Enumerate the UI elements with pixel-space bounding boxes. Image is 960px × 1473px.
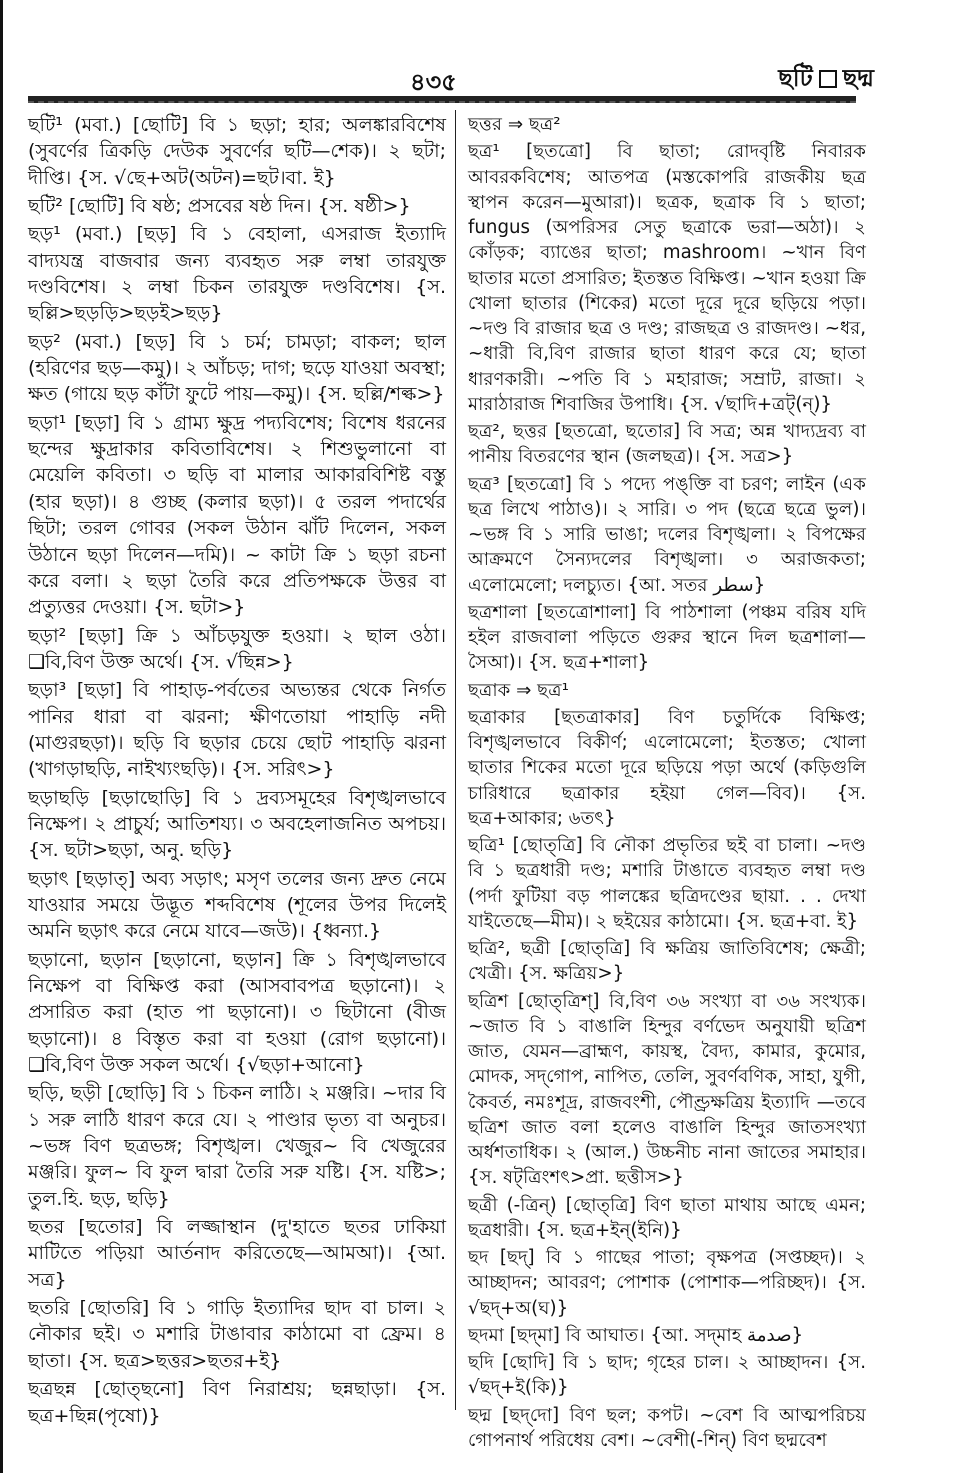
- left-column: [28, 112, 446, 1431]
- dictionary-entry: ছড়া³ [ছড়া] বি পাহাড়-পর্বতের অভ্যন্তর থেকে নির্গত পানির ধারা বা ঝরনা; ক্ষীণতোয়া পাহাড়ি নদী (মাগুরছড়া)। ছড়ি বি ছড়ার চেয়ে ছোট পাহাড়ি ঝরনা (খাগড়াছড়ি, নাইখ্যংছড়ি)। {স. সরিৎ>}: [28, 679, 446, 781]
- dictionary-entry: ছত্রি¹ [ছোত্‌ত্রি] বি নৌকা প্রভৃতির ছই বা চালা। ~দণ্ড বি ১ ছত্রধারী দণ্ড; মশারি টাঙাতে ব্যবহৃত লম্বা দণ্ড (পর্দা ফুটিয়া বড় পালঙ্কের ছত্রিদণ্ডের ছায়া. . . দেখা যাইতেছে—মীম)। ২ ছইয়ের কাঠামো। {স. ছত্র+বা. ই}: [468, 835, 866, 932]
- page-header: [0, 58, 960, 96]
- page-edge-mark: [0, 0, 3, 1473]
- guide-words: [778, 60, 874, 100]
- dictionary-entry: ছত্র³ [ছতত্রো] বি ১ পদ্যে পঙ্‌ক্তি বা চরণ; লাইন (এক ছত্র লিখে পাঠাও)। ২ সারি। ৩ পদ (ছত্রে ছত্রে ভুল)। ~ভঙ্গ বি ১ সারি ভাঙা; দলের বিশৃঙ্খলা। ২ বিপক্ষের আক্রমণে সৈন্যদলের বিশৃঙ্খলা। ৩ অরাজকতা; এলোমেলো; দলচ্যুত। {আ. সতর سطر}: [468, 473, 866, 596]
- dictionary-entry: ছড়² (মবা.) [ছড়] বি ১ চর্ম; চামড়া; বাকল; ছাল (হরিণের ছড়—কমু)। ২ আঁচড়; দাগ; ছড়ে যাওয়া অবস্থা; ক্ষত (গায়ে ছড় কাঁটা ফুটে পায়—কমু)। {স. ছল্লি/শল্ক>}: [28, 330, 446, 406]
- dictionary-entry: ছটি¹ (মবা.) [ছোটি] বি ১ ছড়া; হার; অলঙ্কারবিশেষ (সুবর্ণের ত্রিকড়ি দেউক সুবর্ণের ছটি—শেক)। ২ ছটা; দীপ্তি। {স. √ছে+অট(অটন)=ছট।বা. ই}: [28, 114, 446, 189]
- dictionary-entry: ছতর [ছতোর] বি লজ্জাস্থান (দু'হাতে ছতর ঢাকিয়া মাটিতে পড়িয়া আর্তনাদ করিতেছে—আমআ)। {আ. সত্র}: [28, 1216, 446, 1291]
- dictionary-entry: ছদ্ম [ছদ্‌দো] বিণ ছল; কপট। ~বেশ বি আত্মপরিচয় গোপনার্থ পরিধেয় বেশ। ~বেশী(-শিন্‌) বিণ ছদ্মবেশ: [468, 1404, 866, 1451]
- dictionary-entry: ছত্রিশ [ছোত্‌ত্রিশ্‌] বি,বিণ ৩৬ সংখ্যা বা ৩৬ সংখ্যক। ~জাত বি ১ বাঙালি হিন্দুর বর্ণভেদ অনুযায়ী ছত্রিশ জাত, যেমন—ব্রাহ্মণ, কায়স্থ, বৈদ্য, কামার, কুমোর, মোদক, সদ্‌গোপ, নাপিত, তেলি, সুবর্ণবণিক, সাহা, যুগী, কৈবর্ত, নমঃশূদ্র, রাজবংশী, পৌণ্ড্রক্ষত্রিয় ইত্যাদি —তবে ছত্রিশ জাত বলা হলেও বাঙালি হিন্দুর জাতসংখ্যা অর্ধশতাধিক। ২ (আল.) উচ্চনীচ নানা জাতের সমাহার। {স. ষট্‌ত্রিংশৎ>প্রা. ছত্তীস>}: [468, 990, 866, 1189]
- dictionary-entry: ছড়া¹ [ছড়া] বি ১ গ্রাম্য ক্ষুদ্র পদ্যবিশেষ; বিশেষ ধরনের ছন্দের ক্ষুদ্রাকার কবিতাবিশেষ। ২ শিশুভুলানো বা মেয়েলি কবিতা। ৩ ছড়ি বা মালার আকারবিশিষ্ট বস্তু (হার ছড়া)। ৪ গুচ্ছ (কলার ছড়া)। ৫ তরল পদার্থের ছিটা; তরল গোবর (সকল উঠান ঝাঁট দিলেন, সকল উঠানে ছড়া দিলেন—দমি)। ~ কাটা ক্রি ১ ছড়া রচনা করে বলা। ২ ছড়া তৈরি করে প্রতিপক্ষকে উত্তর বা প্রত্যুত্তর দেওয়া। {স. ছটা>}: [28, 411, 446, 619]
- dictionary-entry: ছড়াছড়ি [ছড়াছোড়ি] বি ১ দ্রব্যসমূহের বিশৃঙ্খলভাবে নিক্ষেপ। ২ প্রাচুর্য; আতিশয্য। ৩ অবহেলাজনিত অপচয়। {স. ছটা>ছড়া, অনু. ছড়ি}: [28, 786, 446, 862]
- dictionary-entry: ছত্রছন্ন [ছোত্‌ছনো] বিণ নিরাশ্রয়; ছন্নছাড়া। {স. ছত্র+ছিন্ন(পৃষো)}: [28, 1378, 446, 1427]
- page-number: ৪৩৫: [410, 68, 457, 96]
- header-rule: [28, 96, 856, 103]
- dictionary-entry: ছড়া² [ছড়া] ক্রি ১ আঁচড়যুক্ত হওয়া। ২ ছাল ওঠা। ❑বি,বিণ উক্ত অর্থে। {স. √ছিন্ন>}: [28, 624, 446, 673]
- dictionary-entry: ছদ [ছদ্‌] বি ১ গাছের পাতা; বৃক্ষপত্র (সপ্তচ্ছদ)। ২ আচ্ছাদন; আবরণ; পোশাক (পোশাক—পরিচ্ছদ)। {স. √ছদ্‌+অ(ঘ)}: [468, 1247, 866, 1319]
- guide-separator-icon: [819, 70, 837, 88]
- dictionary-entry: ছদি [ছোদি] বি ১ ছাদ; গৃহের চাল। ২ আচ্ছাদন। {স. √ছদ্‌+ই(কি)}: [468, 1352, 866, 1399]
- guide-word-end: ছদ্ম: [842, 64, 874, 92]
- dictionary-entry: ছড়ানো, ছড়ান [ছড়ানো, ছড়ান] ক্রি ১ বিশৃঙ্খলভাবে নিক্ষেপ বা বিক্ষিপ্ত করা (আসবাবপত্র ছড়ানো)। ২ প্রসারিত করা (হাত পা ছড়ানো)। ৩ ছিটানো (বীজ ছড়ানো)। ৪ বিস্তৃত করা বা হওয়া (রোগ ছড়ানো)। ❑বি,বিণ উক্ত সকল অর্থে। {√ছড়া+আনো}: [28, 948, 446, 1077]
- dictionary-entry: ছড়ি, ছড়ী [ছোড়ি] বি ১ চিকন লাঠি। ২ মঞ্জরি। ~দার বি ১ সরু লাঠি ধারণ করে যে। ২ পাণ্ডার ভৃত্য বা অনুচর। ~ভঙ্গ বিণ ছত্রভঙ্গ; বিশৃঙ্খল। খেজুর~ বি খেজুরের মঞ্জরি। ফুল~ বি ফুল দ্বারা তৈরি সরু যষ্টি। {স. যষ্টি>; তুল.হি. ছড়, ছড়ি}: [28, 1082, 446, 1210]
- dictionary-entry: ছত্রাক ⇒ ছত্র¹: [468, 679, 569, 701]
- dictionary-entry: ছটি² [ছোটি] বি ষষ্ঠ; প্রসবের ষষ্ঠ দিন। {স. ষষ্ঠী>}: [28, 195, 411, 218]
- dictionary-entry: ছড়াৎ [ছড়াত্] অব্য সড়াৎ; মসৃণ তলের জন্য দ্রুত নেমে যাওয়ার সময়ে উদ্ভূত শব্দবিশেষ (শূলের উপর দিলেই অমনি ছড়াৎ করে নেমে যাবে—জউ)। {ধ্বন্যা.}: [28, 867, 446, 943]
- dictionary-entry: ছত্র¹ [ছতত্রো] বি ছাতা; রোদবৃষ্টি নিবারক আবরকবিশেষ; আতপত্র (মস্তকোপরি রাজকীয় ছত্র স্থাপন করেন—মুআরা)। ছত্রক, ছত্রাক বি ১ ছাতা; fungus (অপরিসর সেতু ছত্রাকে ভরা—অঠা)। ২ কোঁড়ক; ব্যাঙের ছাতা; mashroom। ~খান বিণ ছাতার মতো প্রসারিত; ইতস্তত বিক্ষিপ্ত। ~খান হওয়া ক্রি খোলা ছাতার (শিকের) মতো দূরে দূরে ছড়িয়ে পড়া। ~দণ্ড বি রাজার ছত্র ও দণ্ড; রাজছত্র ও রাজদণ্ড। ~ধর, ~ধারী বি,বিণ রাজার ছাতা ধারণ করে যে; ছাতা ধারণকারী। ~পতি বি ১ মহারাজ; সম্রাট, রাজা। ২ মারাঠারাজ শিবাজির উপাধি। {স. √ছাদি+ত্রট্‌(ন্‌)}: [468, 141, 866, 415]
- dictionary-entry: ছত্রশালা [ছতত্রোশালা] বি পাঠশালা (পঞ্চম বরিষ যদি হইল রাজবালা পড়িতে গুরুর স্থানে দিল ছত্রশালা—সৈআ)। {স. ছত্র+শালা}: [468, 601, 866, 674]
- right-column: [468, 112, 866, 1455]
- guide-word-start: ছটি: [778, 64, 813, 92]
- column-divider: [455, 110, 456, 1410]
- dictionary-entry: ছত্রাকার [ছতত্রাকার] বিণ চতুর্দিকে বিক্ষিপ্ত; বিশৃঙ্খলভাবে বিকীর্ণ; এলোমেলো; ইতস্তত; খোলা ছাতার শিকের মতো দূরে ছড়িয়ে পড়া অর্থে (কড়িগুলি চারিধারে ছত্রাকার হইয়া গেল—বিব)। {স. ছত্র+আকার; ৬তৎ}: [468, 706, 866, 829]
- dictionary-entry: ছত্রি², ছত্রী [ছোত্‌ত্রি] বি ক্ষত্রিয় জাতিবিশেষ; ক্ষেত্রী; খেত্রী। {স. ক্ষত্রিয়>}: [468, 938, 866, 985]
- dictionary-entry: ছড়¹ (মবা.) [ছড়] বি ১ বেহালা, এসরাজ ইত্যাদি বাদ্যযন্ত্র বাজবার জন্য ব্যবহৃত সরু লম্বা তারযুক্ত দণ্ডবিশেষ। ২ লম্বা চিকন তারযুক্ত দণ্ডবিশেষ। {স. ছল্লি>ছড়ড়ি>ছড়ই>ছড়}: [28, 223, 446, 325]
- dictionary-entry: ছত্রী (-ত্রিন্‌) [ছোত্‌ত্রি] বিণ ছাতা মাথায় আছে এমন; ছত্রধারী। {স. ছত্র+ইন্‌(ইনি)}: [468, 1194, 866, 1241]
- dictionary-entry: ছত্র², ছত্তর [ছতত্রো, ছতোর] বি সত্র; অন্ন খাদ্যদ্রব্য বা পানীয় বিতরণের স্থান (জলছত্র)। {স. সত্র>}: [468, 421, 866, 468]
- dictionary-entry: ছদমা [ছদ্‌মা] বি আঘাত। {আ. সদ্‌মাহ صدمة}: [468, 1324, 804, 1346]
- dictionary-entry: ছতরি [ছোতরি] বি ১ গাড়ি ইত্যাদির ছাদ বা চাল। ২ নৌকার ছই। ৩ মশারি টাঙাবার কাঠামো বা ফ্রেম। ৪ ছাতা। {স. ছত্র>ছত্তর>ছতর+ই}: [28, 1297, 446, 1372]
- dictionary-entry: ছত্তর ⇒ ছত্র²: [468, 114, 561, 135]
